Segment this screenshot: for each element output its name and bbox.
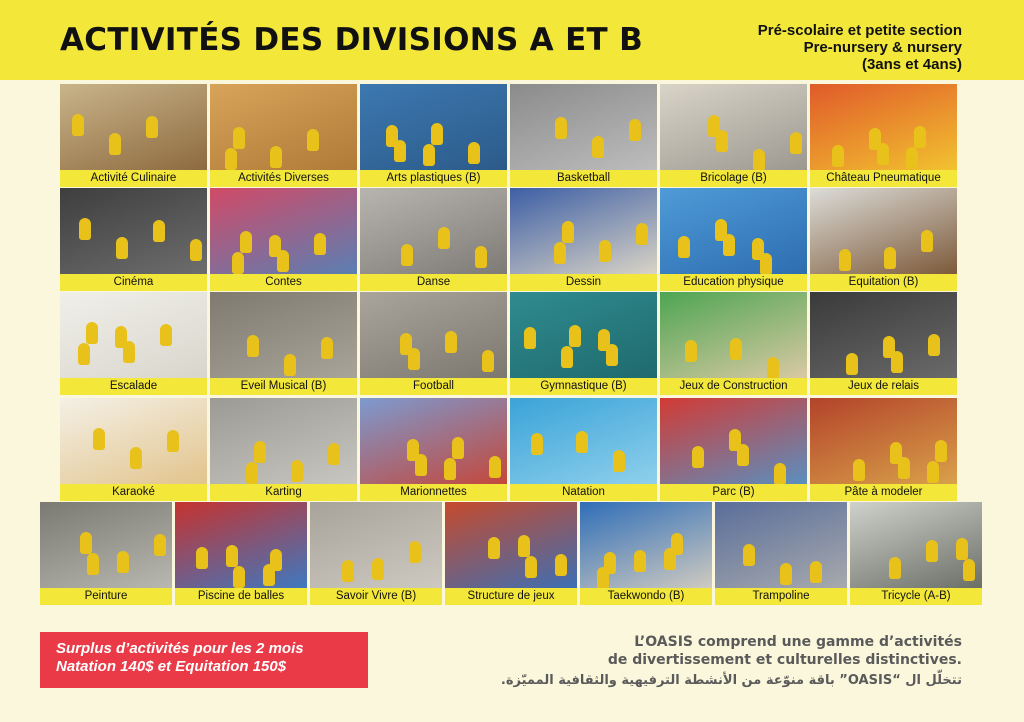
child-figure [130, 447, 142, 469]
child-figure [729, 429, 741, 451]
child-figure [956, 538, 968, 560]
activity-tile [715, 502, 847, 605]
subtitle-line: (3ans et 4ans) [861, 56, 962, 73]
activity-label: Peinture [84, 590, 128, 602]
activity-photo [360, 398, 507, 484]
child-figure [678, 236, 690, 258]
child-figure [240, 231, 252, 253]
activity-photo [810, 188, 957, 274]
child-figure [246, 462, 258, 484]
activity-label: Gymnastique (B) [540, 380, 627, 392]
activity-photo [660, 398, 807, 484]
activity-tile [510, 292, 657, 395]
child-figure [715, 219, 727, 241]
activity-photo [510, 398, 657, 484]
child-figure [525, 556, 537, 578]
child-figure [146, 116, 158, 138]
child-figure [321, 337, 333, 359]
activity-row [60, 188, 957, 291]
child-figure [226, 545, 238, 567]
activity-tile [40, 502, 172, 605]
child-figure [270, 146, 282, 168]
activity-photo [510, 84, 657, 170]
child-figure [926, 540, 938, 562]
activity-photo [175, 502, 307, 588]
activity-tile [60, 188, 207, 291]
child-figure [555, 117, 567, 139]
activity-label: Contes [265, 276, 302, 288]
activity-photo [60, 188, 207, 274]
child-figure [196, 547, 208, 569]
child-figure [117, 551, 129, 573]
child-figure [225, 148, 237, 170]
child-figure [613, 450, 625, 472]
child-figure [743, 544, 755, 566]
child-figure [444, 458, 456, 480]
activity-tile [360, 292, 507, 395]
activity-label: Activité Culinaire [90, 172, 177, 184]
child-figure [518, 535, 530, 557]
activity-photo [660, 188, 807, 274]
activity-tile [810, 84, 957, 187]
child-figure [554, 242, 566, 264]
activity-tile [810, 398, 957, 501]
activity-photo [580, 502, 712, 588]
child-figure [752, 238, 764, 260]
activity-tile [210, 398, 357, 501]
child-figure [790, 132, 802, 154]
page-title: ACTIVITÉS DES DIVISIONS A ET B [60, 22, 644, 58]
activity-label: Bricolage (B) [700, 172, 767, 184]
child-figure [889, 557, 901, 579]
child-figure [86, 322, 98, 344]
activity-row [60, 292, 957, 395]
activity-tile [850, 502, 982, 605]
child-figure [629, 119, 641, 141]
child-figure [774, 463, 786, 484]
activity-photo [810, 292, 957, 378]
child-figure [190, 239, 202, 261]
activity-label: Marionnettes [400, 486, 467, 498]
activity-photo [40, 502, 172, 588]
activity-label: Cinéma [113, 276, 154, 288]
activity-photo [810, 398, 957, 484]
child-figure [407, 439, 419, 461]
child-figure [167, 430, 179, 452]
activity-label: Taekwondo (B) [607, 590, 685, 602]
child-figure [153, 220, 165, 242]
child-figure [445, 331, 457, 353]
child-figure [634, 550, 646, 572]
child-figure [708, 115, 720, 137]
activity-label: Arts plastiques (B) [386, 172, 481, 184]
child-figure [423, 144, 435, 166]
activity-photo [715, 502, 847, 588]
activity-tile [175, 502, 307, 605]
activity-tile [360, 398, 507, 501]
child-figure [914, 126, 926, 148]
child-figure [328, 443, 340, 465]
activity-photo [210, 84, 357, 170]
activity-label: Natation [562, 486, 605, 498]
subtitle-line: Pre-nursery & nursery [803, 39, 962, 56]
child-figure [839, 249, 851, 271]
surplus-line: Natation 140$ et Equitation 150$ [56, 658, 287, 675]
activity-photo [210, 188, 357, 274]
activity-label: Piscine de balles [197, 590, 285, 602]
child-figure [233, 127, 245, 149]
child-figure [927, 461, 939, 483]
activity-tile [60, 398, 207, 501]
child-figure [254, 441, 266, 463]
child-figure [438, 227, 450, 249]
activity-tile [360, 188, 507, 291]
child-figure [636, 223, 648, 245]
child-figure [93, 428, 105, 450]
child-figure [562, 221, 574, 243]
child-figure [561, 346, 573, 368]
oasis-line: de divertissement et culturelles distinctives. [607, 652, 962, 668]
child-figure [400, 333, 412, 355]
activity-label: Jeux de Construction [679, 380, 788, 392]
child-figure [685, 340, 697, 362]
child-figure [671, 533, 683, 555]
activity-label: Danse [416, 276, 451, 288]
header-banner [0, 0, 1024, 80]
child-figure [599, 240, 611, 262]
activity-photo [360, 188, 507, 274]
child-figure [409, 541, 421, 563]
child-figure [869, 128, 881, 150]
activity-label: Karting [265, 486, 302, 498]
activity-tile [210, 292, 357, 395]
child-figure [116, 237, 128, 259]
activity-photo [360, 292, 507, 378]
activity-photo [660, 292, 807, 378]
activity-tile [660, 188, 807, 291]
child-figure [401, 244, 413, 266]
subtitle-line: Pré-scolaire et petite section [757, 22, 962, 39]
activity-label: Karaoké [112, 486, 155, 498]
activity-tile [60, 292, 207, 395]
child-figure [314, 233, 326, 255]
activity-photo [210, 292, 357, 378]
child-figure [160, 324, 172, 346]
activity-photo [310, 502, 442, 588]
activity-tile [60, 84, 207, 187]
child-figure [890, 442, 902, 464]
child-figure [372, 558, 384, 580]
activity-photo [510, 188, 657, 274]
child-figure [291, 460, 303, 482]
activity-photo [360, 84, 507, 170]
child-figure [452, 437, 464, 459]
oasis-description-arabic: تتخلّل ال “OASIS” باقة منوّعة من الأنشطة الترفيهية والثقافية المميّزة. [500, 673, 962, 688]
surplus-banner [40, 632, 368, 688]
child-figure [307, 129, 319, 151]
child-figure [269, 235, 281, 257]
child-figure [730, 338, 742, 360]
child-figure [692, 446, 704, 468]
child-figure [232, 252, 244, 274]
child-figure [270, 549, 282, 571]
child-figure [72, 114, 84, 136]
activity-photo [210, 398, 357, 484]
child-figure [780, 563, 792, 585]
child-figure [233, 566, 245, 588]
activity-photo [660, 84, 807, 170]
activity-tile [360, 84, 507, 187]
child-figure [109, 133, 121, 155]
activity-tile [510, 84, 657, 187]
child-figure [431, 123, 443, 145]
activity-tile [210, 84, 357, 187]
activity-label: Education physique [683, 276, 784, 288]
child-figure [284, 354, 296, 376]
child-figure [488, 537, 500, 559]
child-figure [853, 459, 865, 481]
child-figure [555, 554, 567, 576]
activity-tile [810, 292, 957, 395]
oasis-description [608, 633, 962, 669]
activity-label: Parc (B) [712, 486, 755, 498]
child-figure [767, 357, 779, 378]
activity-row [60, 398, 957, 501]
child-figure [884, 247, 896, 269]
activity-label: Savoir Vivre (B) [335, 590, 417, 602]
activity-label: Château Pneumatique [826, 172, 941, 184]
child-figure [906, 147, 918, 169]
activity-tile [810, 188, 957, 291]
activity-tile [510, 398, 657, 501]
activity-row [40, 502, 982, 605]
activity-label: Activités Diverses [238, 172, 329, 184]
child-figure [531, 433, 543, 455]
child-figure [576, 431, 588, 453]
activity-photo [60, 398, 207, 484]
child-figure [846, 353, 858, 375]
child-figure [489, 456, 501, 478]
activity-label: Dessin [565, 276, 602, 288]
child-figure [832, 145, 844, 167]
activity-tile [660, 84, 807, 187]
activity-tile [310, 502, 442, 605]
activity-tile [660, 292, 807, 395]
oasis-line: L’OASIS comprend une gamme d’activités [634, 634, 962, 650]
child-figure [247, 335, 259, 357]
child-figure [78, 343, 90, 365]
activity-label: Pâte à modeler [844, 486, 923, 498]
child-figure [475, 246, 487, 268]
activity-tile [210, 188, 357, 291]
activity-label: Escalade [109, 380, 158, 392]
activity-photo [445, 502, 577, 588]
child-figure [963, 559, 975, 581]
child-figure [921, 230, 933, 252]
child-figure [80, 532, 92, 554]
activity-label: Jeux de relais [848, 380, 919, 392]
activity-label: Eveil Musical (B) [240, 380, 327, 392]
child-figure [753, 149, 765, 170]
child-figure [115, 326, 127, 348]
activity-photo [850, 502, 982, 588]
child-figure [468, 142, 480, 164]
activity-label: Structure de jeux [467, 590, 555, 602]
activity-photo [810, 84, 957, 170]
age-group-subtitle [758, 22, 962, 73]
child-figure [569, 325, 581, 347]
child-figure [482, 350, 494, 372]
child-figure [87, 553, 99, 575]
activity-row [60, 84, 957, 187]
activity-tile [445, 502, 577, 605]
activity-tile [580, 502, 712, 605]
child-figure [604, 552, 616, 574]
child-figure [524, 327, 536, 349]
surplus-line: Surplus d’activités pour les 2 mois [56, 640, 304, 657]
activity-photo [60, 292, 207, 378]
activity-label: Basketball [556, 172, 611, 184]
child-figure [154, 534, 166, 556]
child-figure [79, 218, 91, 240]
child-figure [883, 336, 895, 358]
activity-tile [660, 398, 807, 501]
activity-label: Trampoline [752, 590, 810, 602]
activity-photo [510, 292, 657, 378]
activity-label: Football [413, 380, 454, 392]
child-figure [598, 329, 610, 351]
child-figure [386, 125, 398, 147]
activity-label: Tricycle (A-B) [881, 590, 951, 602]
child-figure [592, 136, 604, 158]
child-figure [928, 334, 940, 356]
activity-photo [60, 84, 207, 170]
activity-tile [510, 188, 657, 291]
activity-label: Equitation (B) [848, 276, 919, 288]
child-figure [935, 440, 947, 462]
child-figure [342, 560, 354, 582]
child-figure [810, 561, 822, 583]
